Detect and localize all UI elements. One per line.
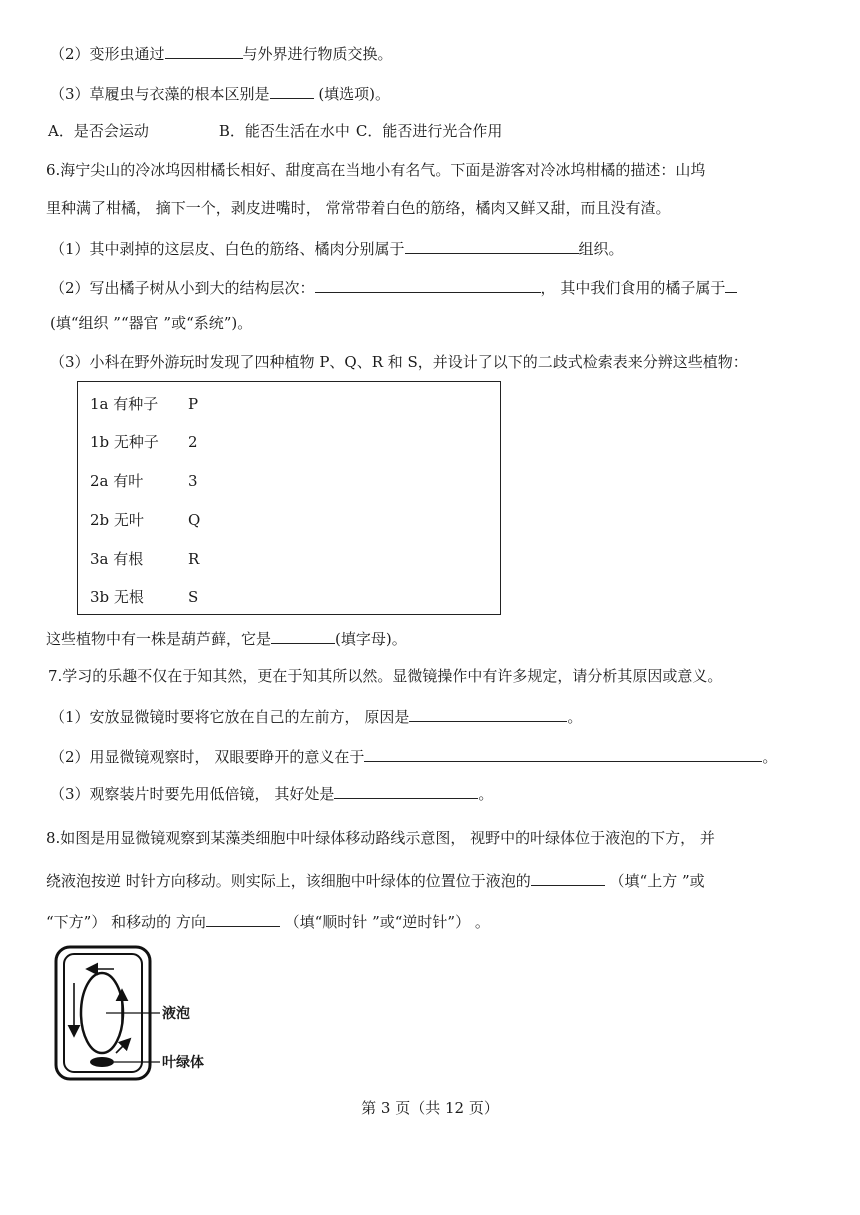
q5-sub2-text-end: 与外界进行物质交换。 xyxy=(242,45,393,63)
q5-option-a: A．是否会运动 xyxy=(48,122,149,140)
q7-sub1-blank[interactable] xyxy=(409,705,567,722)
q5-sub2-blank[interactable] xyxy=(165,42,243,59)
q5-sub3-text: （3）草履虫与衣藻的根本区别是 xyxy=(50,85,270,103)
q8-line2 xyxy=(46,869,705,891)
q5-sub3-text-end: (填选项)。 xyxy=(313,85,391,103)
page-footer: 第 3 页（共 12 页） xyxy=(361,1099,499,1117)
key-code: 2b 无叶 xyxy=(90,511,144,529)
q6-stem-line2: 里种满了柑橘， 摘下一个，剥皮进嘴时， 常常带着白色的筋络，橘肉又鲜又甜，而且没有渣。 xyxy=(46,199,671,217)
q6-after xyxy=(46,627,407,649)
key-row xyxy=(90,394,198,414)
q6-sub3: （3）小科在野外游玩时发现了四种植物 P、Q、R 和 S，并设计了以下的二歧式检索表来分辨这些植物： xyxy=(50,353,748,371)
q7-sub1-text: （1）安放显微镜时要将它放在自己的左前方， 原因是 xyxy=(50,708,410,726)
key-result: Q xyxy=(188,511,201,529)
q6-after-blank[interactable] xyxy=(271,627,335,644)
q7-sub3-blank[interactable] xyxy=(334,782,478,799)
q5-sub2-text: （2）变形虫通过 xyxy=(50,45,165,63)
arrow-bottom-right xyxy=(116,1041,128,1053)
algae-cell-figure xyxy=(50,945,225,1085)
q6-sub1-text: （1）其中剥掉的这层皮、白色的筋络、橘肉分别属于 xyxy=(50,240,405,258)
key-row xyxy=(90,432,198,452)
q7-sub2-text: （2）用显微镜观察时， 双眼要睁开的意义在于 xyxy=(50,748,365,766)
q7-sub2-text-end: 。 xyxy=(762,748,778,766)
vacuole-label: 液泡 xyxy=(162,1006,190,1022)
q6-after-text: 这些植物中有一株是葫芦藓，它是 xyxy=(46,630,272,648)
key-result: R xyxy=(188,550,200,568)
q5-option-c: C．能否进行光合作用 xyxy=(355,122,503,140)
q6-stem-line1: 6.海宁尖山的冷冰坞因柑橘长相好、甜度高在当地小有名气。下面是游客对冷冰坞柑橘的描述：山坞 xyxy=(46,161,706,179)
q6-sub2-line2: (填“组织 ”“器官 ”或“系统”)。 xyxy=(50,314,253,332)
key-code: 1a 有种子 xyxy=(90,395,159,413)
q6-sub2 xyxy=(50,276,737,298)
q5-option-b: B．能否生活在水中 xyxy=(218,122,350,140)
q8-line2-text-end: （填“上方 ”或 xyxy=(604,872,705,890)
q7-sub1-text-end: 。 xyxy=(567,708,583,726)
q7-sub3 xyxy=(50,782,493,804)
q6-sub1-blank[interactable] xyxy=(405,237,579,254)
key-result: P xyxy=(188,395,199,413)
q5-sub2 xyxy=(50,42,393,64)
q8-blank-direction[interactable] xyxy=(206,910,280,927)
key-row xyxy=(90,471,198,491)
q8-line3 xyxy=(46,910,490,932)
q8-line3-text: “下方”） 和移动的 方向 xyxy=(46,913,206,931)
key-row xyxy=(90,510,200,530)
q5-sub3 xyxy=(50,82,390,104)
q6-sub1-text-end: 组织。 xyxy=(578,240,624,258)
q6-sub2-text: （2）写出橘子树从小到大的结构层次： xyxy=(50,279,315,297)
q7-sub3-text-end: 。 xyxy=(478,785,494,803)
q8-line1: 8.如图是用显微镜观察到某藻类细胞中叶绿体移动路线示意图， 视野中的叶绿体位于液泡的下方， 并 xyxy=(46,829,715,847)
q7-sub2-blank[interactable] xyxy=(364,745,762,762)
chloroplast-label: 叶绿体 xyxy=(162,1055,204,1071)
key-code: 1b 无种子 xyxy=(90,433,159,451)
q8-line2-text: 绕液泡按逆 时针方向移动。则实际上，该细胞中叶绿体的位置位于液泡的 xyxy=(46,872,531,890)
key-result: S xyxy=(188,588,199,606)
key-row xyxy=(90,587,198,607)
dichotomous-key-table xyxy=(77,381,501,615)
q6-sub2-blank-1[interactable] xyxy=(315,276,541,293)
q5-sub3-blank[interactable] xyxy=(270,82,314,99)
q7-stem: 7.学习的乐趣不仅在于知其然，更在于知其所以然。显微镜操作中有许多规定，请分析其原因或意义。 xyxy=(48,667,723,685)
key-code: 3b 无根 xyxy=(90,588,144,606)
q8-line3-text-end: （填“顺时针 ”或“逆时针”） 。 xyxy=(279,913,490,931)
key-row xyxy=(90,549,199,569)
key-code: 2a 有叶 xyxy=(90,472,144,490)
q6-sub2-blank-2[interactable] xyxy=(725,276,737,293)
q5-options xyxy=(48,121,502,141)
q6-after-text-end: (填字母)。 xyxy=(335,630,407,648)
key-result: 3 xyxy=(188,472,198,490)
q8-blank-position[interactable] xyxy=(531,869,605,886)
q6-sub1 xyxy=(50,237,624,259)
q7-sub1 xyxy=(50,705,582,727)
key-code: 3a 有根 xyxy=(90,550,144,568)
q6-sub2-text-mid: ， 其中我们食用的橘子属于 xyxy=(540,279,726,297)
key-result: 2 xyxy=(188,433,198,451)
chloroplast-shape xyxy=(90,1057,114,1067)
q7-sub2 xyxy=(50,745,777,767)
q7-sub3-text: （3）观察装片时要先用低倍镜， 其好处是 xyxy=(50,785,335,803)
